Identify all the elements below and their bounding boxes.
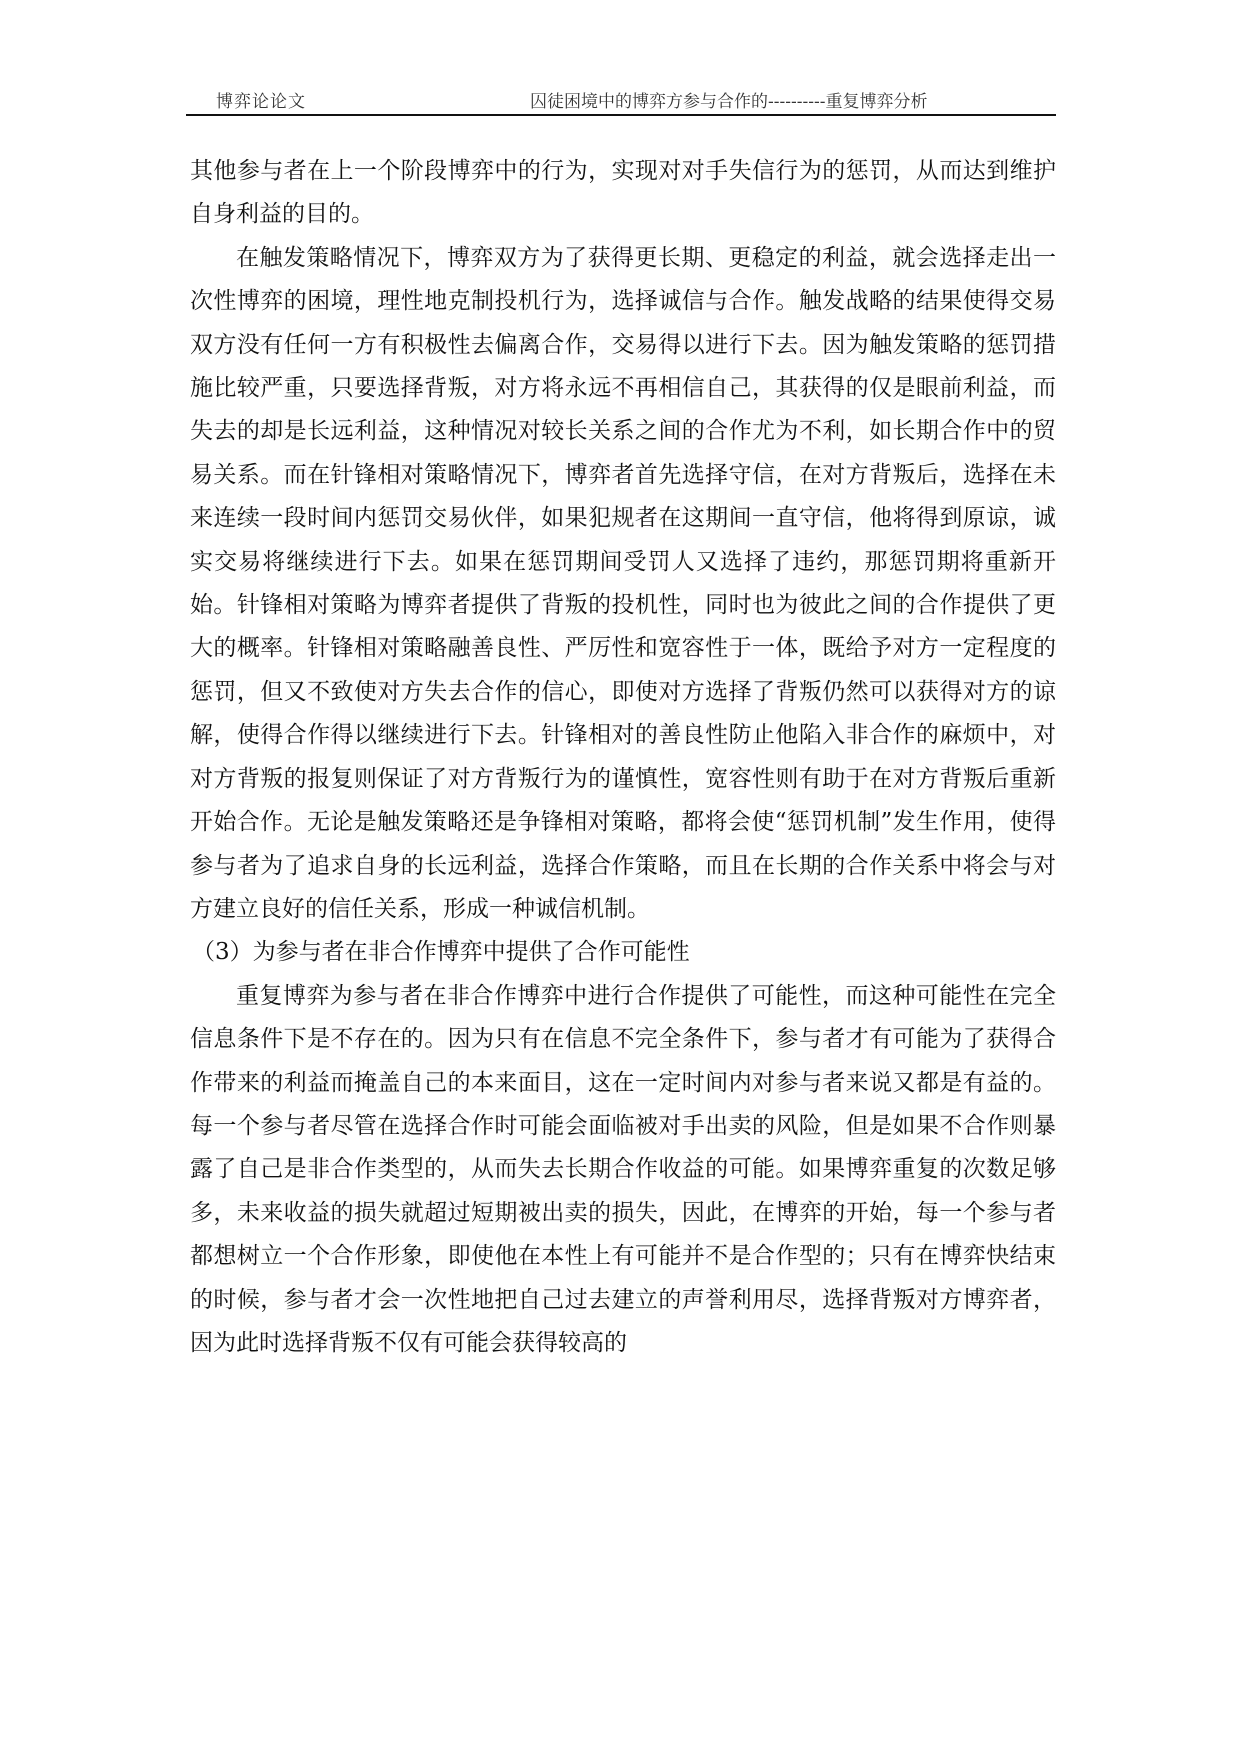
section-subheading: （3）为参与者在非合作博弈中提供了合作可能性 <box>192 939 690 966</box>
page-header <box>186 84 1056 116</box>
body-text <box>190 150 1056 1365</box>
header-right-title: 囚徒困境中的博弈方参与合作的----------重复博弈分析 <box>530 92 928 112</box>
paragraph-continuation: 其他参与者在上一个阶段博弈中的行为，实现对对手失信行为的惩罚，从而达到维护自身利益的目的。 <box>190 158 1056 228</box>
paragraph-trigger-strategy: 在触发策略情况下，博弈双方为了获得更长期、更稳定的利益，就会选择走出一次性博弈的困境，理性地克制投机行为，选择诚信与合作。触发战略的结果使得交易双方没有任何一方有积极性去偏离合作，交易得以进行下去。因为触发策略的惩罚措施比较严重，只要选择背叛，对方将永远不再相信自己，其获得的仅是眼前利益，而失去的却是长远利益，这种情况对较长关系之间的合作尤为不利，如长期合作中的贸易关系。而在针锋相对策略情况下，博弈者首先选择守信，在对方背叛后，选择在未来连续一段时间内惩罚交易伙伴，如果犯规者在这期间一直守信，他将得到原谅，诚实交易将继续进行下去。如果在惩罚期间受罚人又选择了违约，那惩罚期将重新开始。针锋相对策略为博弈者提供了背叛的投机性，同时也为彼此之间的合作提供了更大的概率。针锋相对策略融善良性、严厉性和宽容性于一体，既给予对方一定程度的惩罚，但又不致使对方失去合作的信心，即使对方选择了背叛仍然可以获得对方的谅解，使得合作得以继续进行下去。针锋相对的善良性防止他陷入非合作的麻烦中，对对方背叛的报复则保证了对方背叛行为的谨慎性，宽容性则有助于在对方背叛后重新开始合作。无论是触发策略还是争锋相对策略，都将会使“惩罚机制”发生作用，使得参与者为了追求自身的长远利益，选择合作策略，而且在长期的合作关系中将会与对方建立良好的信任关系，形成一种诚信机制。 <box>190 244 1056 922</box>
paragraph-repeated-game: 重复博弈为参与者在非合作博弈中进行合作提供了可能性，而这种可能性在完全信息条件下是不存在的。因为只有在信息不完全条件下，参与者才有可能为了获得合作带来的利益而掩盖自己的本来面目，这在一定时间内对参与者来说又都是有益的。每一个参与者尽管在选择合作时可能会面临被对手出卖的风险，但是如果不合作则暴露了自己是非合作类型的，从而失去长期合作收益的可能。如果博弈重复的次数足够多，未来收益的损失就超过短期被出卖的损失，因此，在博弈的开始，每一个参与者都想树立一个合作形象，即使他在本性上有可能并不是合作型的；只有在博弈快结束的时候，参与者才会一次性地把自己过去建立的声誉利用尽，选择背叛对方博弈者，因为此时选择背叛不仅有可能会获得较高的 <box>190 982 1056 1356</box>
header-left-title: 博弈论论文 <box>216 92 306 112</box>
